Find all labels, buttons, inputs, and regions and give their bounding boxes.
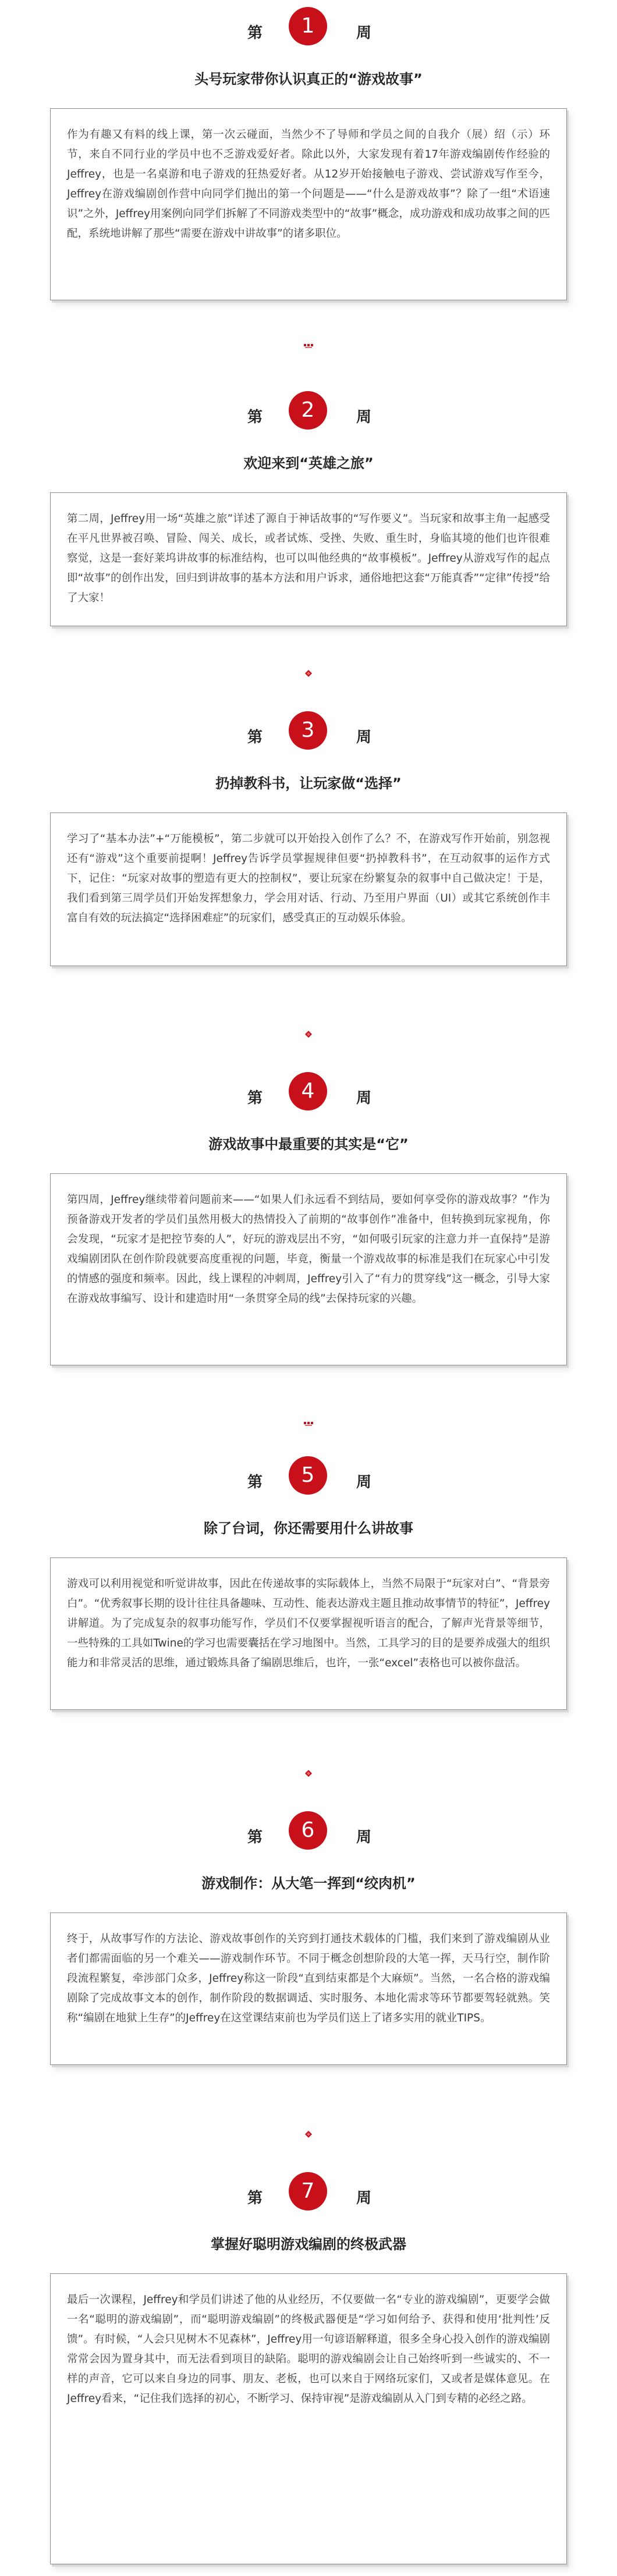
week-header xyxy=(0,384,617,442)
week-prefix: 第 xyxy=(247,1829,263,1846)
week-summary-box: 游戏可以利用视觉和听觉讲故事，因此在传递故事的实际载体上，当然不局限于“玩家对白”、“背景旁白”。“优秀叙事长期的设计往往具备趣味、互动性、能表达游戏主题且推动故事情节的特征”，Jeffrey讲解道。为了完成复杂的叙事功能写作，学员们不仅要掌握视听语言的配合，了解声光背景等细节，一些特殊的工具如Twine的学习也需要囊括在学习地图中。当然，工具学习的目的是要养成强大的组织能力和非常灵活的思维，通过锻炼具备了编剧思维后，也许，一张“excel”表格也可以被你盘活。 xyxy=(50,1557,567,1710)
week-prefix: 第 xyxy=(247,729,263,746)
week-summary-box: 终于，从故事写作的方法论、游戏故事创作的关窍到打通技术载体的门槛，我们来到了游戏编剧从业者们都需面临的另一个难关——游戏制作环节。不同于概念创想阶段的大笔一挥，天马行空，制作阶段流程繁复，牵涉部门众多，Jeffrey称这一阶段“直到结束都是个大麻烦”。当然，一名合格的游戏编剧除了完成故事文本的创作，制作阶段的数据调适、实时服务、本地化需求等环节都要驾轻就熟。笑称“编剧在地狱上生存”的Jeffrey在这堂课结束前也为学员们送上了诸多实用的就业TIPS。 xyxy=(50,1913,567,2065)
week-title: 欢迎来到“英雄之旅” xyxy=(243,455,374,471)
week-title: 游戏故事中最重要的其实是“它” xyxy=(208,1136,409,1152)
week-title: 除了台词，你还需要用什么讲故事 xyxy=(204,1520,413,1537)
week-suffix: 周 xyxy=(356,2190,372,2207)
week-title: 掌握好聪明游戏编剧的终极武器 xyxy=(211,2236,406,2252)
week-title: 游戏制作：从大笔一挥到“绞肉机” xyxy=(201,1875,416,1892)
week-number-badge: 4 xyxy=(289,1072,327,1110)
divider-ornament-icon xyxy=(304,2130,313,2138)
week-5-section xyxy=(0,1449,617,1669)
week-suffix: 周 xyxy=(356,1090,372,1107)
week-prefix: 第 xyxy=(247,1474,263,1491)
week-3-section xyxy=(0,704,617,924)
week-suffix: 周 xyxy=(356,729,372,746)
week-2-section xyxy=(0,384,617,604)
week-1-section xyxy=(0,0,617,240)
week-number-badge: 3 xyxy=(289,711,327,750)
week-6-section xyxy=(0,1804,617,2024)
week-suffix: 周 xyxy=(356,1829,372,1846)
week-header xyxy=(0,1449,617,1507)
week-header xyxy=(0,1065,617,1123)
week-header xyxy=(0,0,617,58)
week-number-badge: 5 xyxy=(289,1456,327,1495)
week-summary-box: 作为有趣又有料的线上课，第一次云碰面，当然少不了导师和学员之间的自我介（展）绍（示）环节，来自不同行业的学员中也不乏游戏爱好者。除此以外，大家发现有着17年游戏编剧传作经验的Jeffrey，也是一名桌游和电子游戏的狂热爱好者。从12岁开始接触电子游戏、尝试游戏写作至今，Jeffrey在游戏编剧创作营中向同学们抛出的第一个问题是——“什么是游戏故事”？除了一组“术语速识”之外，Jeffrey用案例向同学们拆解了不同游戏类型中的“故事”概念，成功游戏和成功故事之间的匹配，系统地讲解了那些“需要在游戏中讲故事”的诸多职位。 xyxy=(50,108,567,300)
week-header xyxy=(0,2165,617,2223)
week-number-badge: 6 xyxy=(289,1811,327,1850)
divider-ornament-icon xyxy=(304,1769,313,1777)
week-prefix: 第 xyxy=(247,2190,263,2207)
week-title: 头号玩家带你认识真正的“游戏故事” xyxy=(194,71,423,87)
week-suffix: 周 xyxy=(356,1474,372,1491)
divider-ornament-icon xyxy=(304,1420,313,1428)
week-prefix: 第 xyxy=(247,24,263,42)
week-summary-box: 第四周，Jeffrey继续带着问题前来——“如果人们永远看不到结局，要如何享受你的游戏故事？”作为预备游戏开发者的学员们虽然用极大的热情投入了前期的“故事创作”准备中，但转换到玩家视角，你会发现，“玩家才是把控节奏的人”，好玩的游戏层出不穷，“如何吸引玩家的注意力并一直保持”是游戏编剧团队在创作阶段就要高度重视的问题，毕竟，衡量一个游戏故事的标准是我们在玩家心中引发的情感的强度和频率。因此，线上课程的冲刺周，Jeffrey引入了“有力的贯穿线”这一概念，引导大家在游戏故事编写、设计和建造时用“一条贯穿全局的线”去保持玩家的兴趣。 xyxy=(50,1173,567,1365)
week-number-badge: 1 xyxy=(289,7,327,45)
week-suffix: 周 xyxy=(356,24,372,42)
week-number-badge: 2 xyxy=(289,391,327,430)
week-4-section xyxy=(0,1065,617,1305)
week-title: 扔掉教科书，让玩家做“选择” xyxy=(215,775,402,792)
week-number-badge: 7 xyxy=(289,2172,327,2210)
divider-ornament-icon xyxy=(304,669,313,677)
week-prefix: 第 xyxy=(247,409,263,426)
divider-ornament-icon xyxy=(304,1030,313,1038)
week-summary-box: 第二周，Jeffrey用一场“英雄之旅”详述了源自于神话故事的“写作要义”。当玩家和故事主角一起感受在平凡世界被召唤、冒险、闯关、成长，或者试炼、受挫、失败、重生时，身临其境的他们也许很难察觉，这是一套好莱坞讲故事的标准结构，也可以叫他经典的“故事模板”。Jeffrey从游戏写作的起点即“故事”的创作出发，回归到讲故事的基本方法和用户诉求，通俗地把这套“万能真香”“定律”传授”给了大家！ xyxy=(50,492,567,626)
week-suffix: 周 xyxy=(356,409,372,426)
week-summary-box: 学习了“基本办法”+“万能模板”，第二步就可以开始投入创作了么？不，在游戏写作开始前，别忽视还有“游戏”这个重要前提啊！Jeffrey告诉学员掌握规律但要“扔掉教科书”，在互动叙事的运作方式下，记住：“玩家对故事的塑造有更大的控制权”，要让玩家在纷繁复杂的叙事中自己做决定！于是，我们看到第三周学员们开始发挥想象力，学会用对话、行动、乃至用户界面（UI）或其它系统创作丰富自有效的玩法搞定“选择困难症”的玩家们，感受真正的互动娱乐体验。 xyxy=(50,812,567,966)
week-header xyxy=(0,704,617,762)
week-7-section xyxy=(0,2165,617,2405)
week-summary-box: 最后一次课程，Jeffrey和学员们讲述了他的从业经历，不仅要做一名“专业的游戏编剧”，更要学会做一名“聪明的游戏编剧”，而“聪明游戏编剧”的终极武器便是“学习如何给予、获得和使用‘批判性’反馈”。有时候，“人会只见树木不见森林”，Jeffrey用一句谚语解释道，很多全身心投入创作的游戏编剧常常会因为置身其中，而无法看到项目的缺陷。聪明的游戏编剧会让自己始终听到一些诚实的、不一样的声音，它可以来自身边的同事、朋友、老板，也可以来自于网络玩家们，又或者是媒体意见。在Jeffrey看来，“记住我们选择的初心，不断学习、保持审视”是游戏编剧从入门到专精的必经之路。 xyxy=(50,2273,567,2564)
week-prefix: 第 xyxy=(247,1090,263,1107)
week-header xyxy=(0,1804,617,1862)
divider-ornament-icon xyxy=(304,342,313,350)
